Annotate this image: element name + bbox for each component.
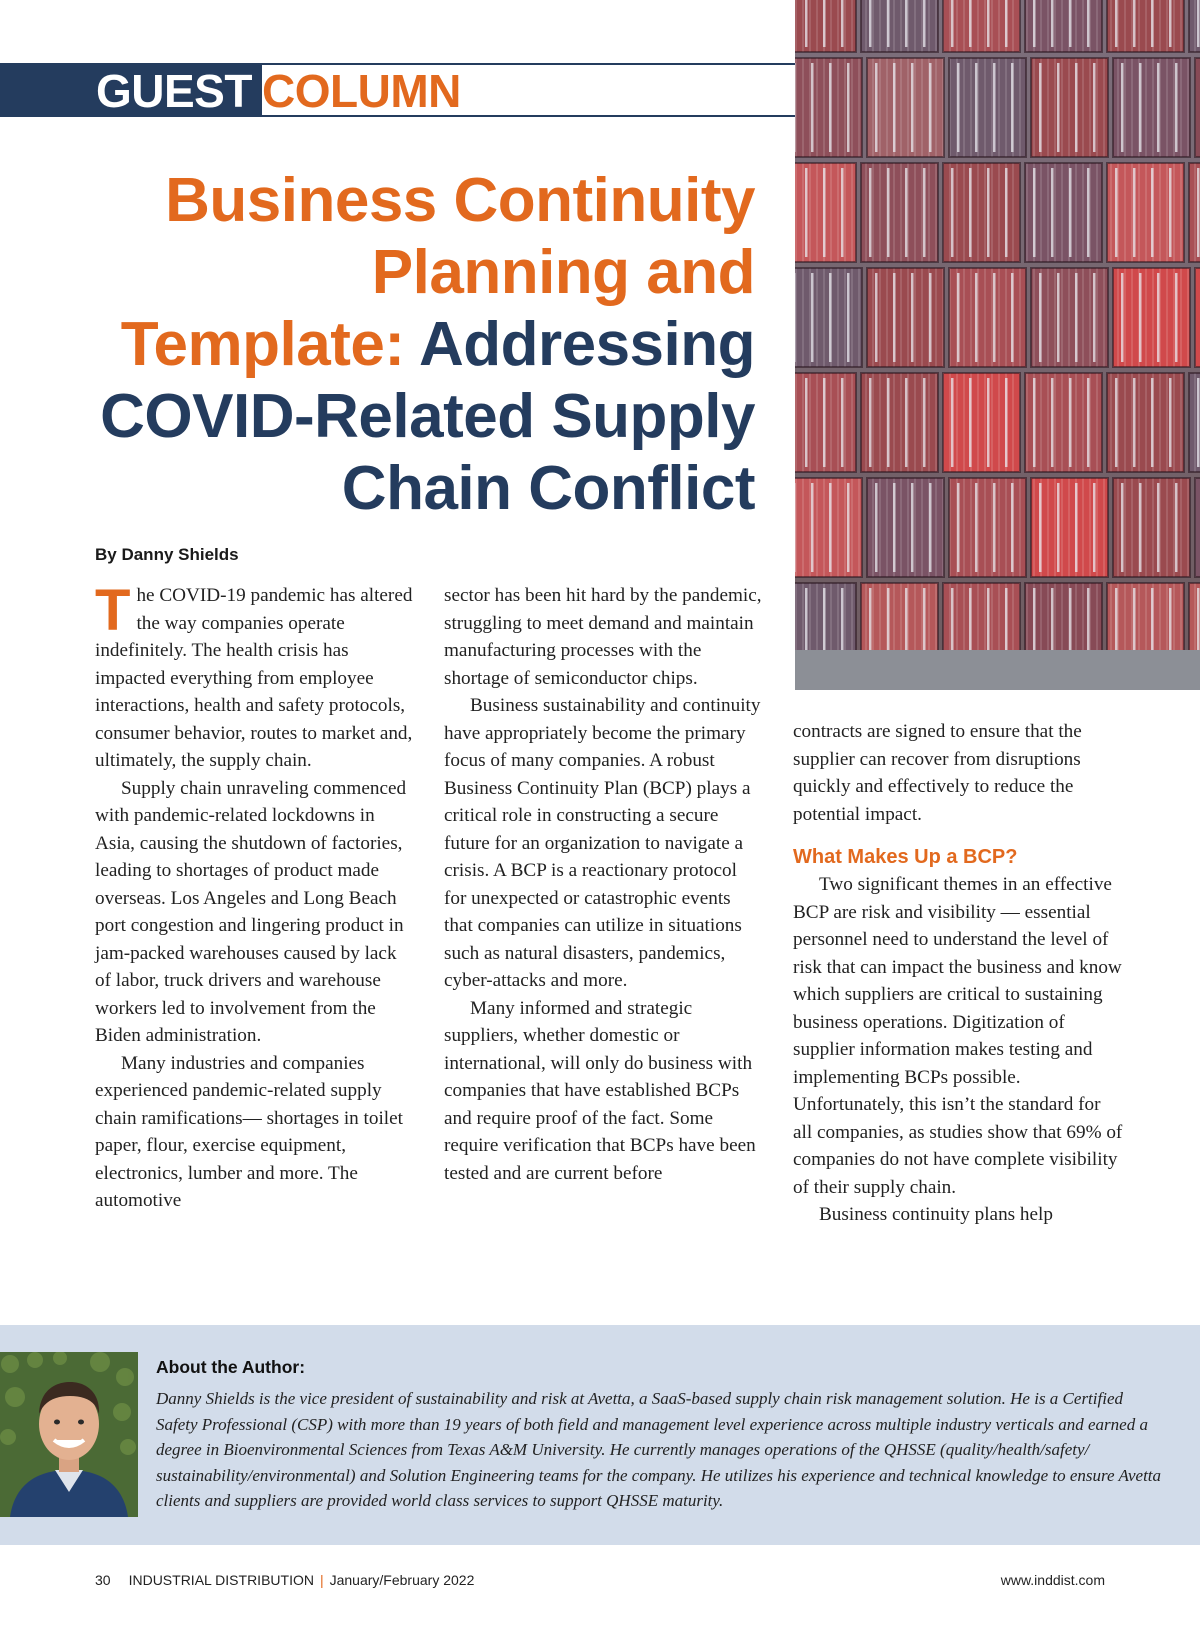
body-column-2 xyxy=(444,582,764,1187)
drop-cap: T xyxy=(95,578,131,643)
publication-name: INDUSTRIAL DISTRIBUTION xyxy=(128,1572,314,1588)
page-footer xyxy=(95,1572,474,1588)
shipping-containers-photo xyxy=(795,0,1200,690)
section-label-column: COLUMN xyxy=(262,65,461,117)
headline-line-5: Chain Conflict xyxy=(341,454,755,523)
byline: By Danny Shields xyxy=(95,545,239,564)
page-number: 30 xyxy=(95,1572,111,1588)
paragraph: Many industries and companies experienced pandemic-related supply chain ramifications— shortages in toilet paper, flour, exercise equipment, electronics, lumber and more. The automotive xyxy=(95,1052,403,1211)
footer-separator: | xyxy=(319,1572,324,1588)
author-photo xyxy=(0,1352,138,1517)
headline-addressing-word: Addressing xyxy=(418,310,755,379)
header-navy-block xyxy=(0,65,100,117)
about-author-title: About the Author: xyxy=(156,1357,306,1377)
headline-line-4: COVID-Related Supply xyxy=(100,382,755,451)
headline-line-2: Planning and xyxy=(371,238,755,307)
paragraph: contracts are signed to ensure that the supplier can recover from disruptions quickly and effectively to reduce the potential impact. xyxy=(793,721,1082,825)
headline-template-word: Template: xyxy=(120,310,405,379)
website-url: www.inddist.com xyxy=(1000,1572,1105,1588)
body-column-3 xyxy=(793,718,1123,1229)
paragraph: Business sustainability and continuity have appropriately become the primary focus of many companies. A robust Business Continuity Plan (BCP) plays a critical role in constructing a secure future for an organization to navigate a crisis. A BCP is a reactionary protocol for unexpected or catastrophic events that companies can utilize in situations such as natural disasters, pandemics, cyber-attacks and more. xyxy=(444,695,761,991)
section-label-guest: GUEST xyxy=(88,65,262,117)
paragraph xyxy=(95,578,415,775)
subheading: What Makes Up a BCP? xyxy=(793,846,1018,868)
paragraph: Many informed and strategic suppliers, whether domestic or international, will only do business with companies that have established BCPs and require proof of the fact. Some require verification that BCPs have been tested and are current before xyxy=(444,997,756,1184)
headline-line-1: Business Continuity xyxy=(165,166,755,235)
issue-date: January/February 2022 xyxy=(329,1572,475,1588)
body-column-1 xyxy=(95,578,415,1215)
paragraph: Two significant themes in an effective BCP are risk and visibility — essential personnel need to understand the level of risk that can impact the business and know which suppliers are critical to sustaining business operations. Digitization of supplier information makes testing and implementing BCPs possible. Unfortunately, this isn’t the standard for all companies, as studies show that 69% of companies do not have complete visibility of their supply chain. xyxy=(793,874,1123,1198)
headline-line-3 xyxy=(60,309,755,381)
paragraph: Supply chain unraveling commenced with pandemic-related lockdowns in Asia, causing the shutdown of factories, leading to shortages of product made overseas. Los Angeles and Long Beach port congestion and lingering product in jam-packed warehouses caused by lack of labor, truck drivers and warehouse workers led to involvement from the Biden administration. xyxy=(95,777,407,1046)
about-author-bio: Danny Shields is the vice president of sustainability and risk at Avetta, a SaaS-based supply chain risk management solution. He is a Certified Safety Professional (CSP) with more than 19 years of both field and management level experience across multiple industry verticals and earned a degree in Bioenvironmental Sciences from Texas A&M University. He currently manages operations of the QHSSE (quality/health/safety/ sustainability/environmental) and Solution Engineering teams for the company. He utilizes his experience and technical knowledge to ensure Avetta clients and suppliers are provided world class services to support QHSSE maturity. xyxy=(156,1389,1162,1510)
paragraph: Business continuity plans help xyxy=(819,1204,1053,1225)
article-headline xyxy=(60,165,755,525)
paragraph: sector has been hit hard by the pandemic, struggling to meet demand and maintain manufacturing processes with the shortage of semiconductor chips. xyxy=(444,585,762,689)
paragraph-text: he COVID-19 pandemic has altered the way companies operate indefinitely. The health crisis has impacted everything from employee interactions, health and safety protocols, consumer behavior, routes to market and, ultimately, the supply chain. xyxy=(95,585,413,771)
